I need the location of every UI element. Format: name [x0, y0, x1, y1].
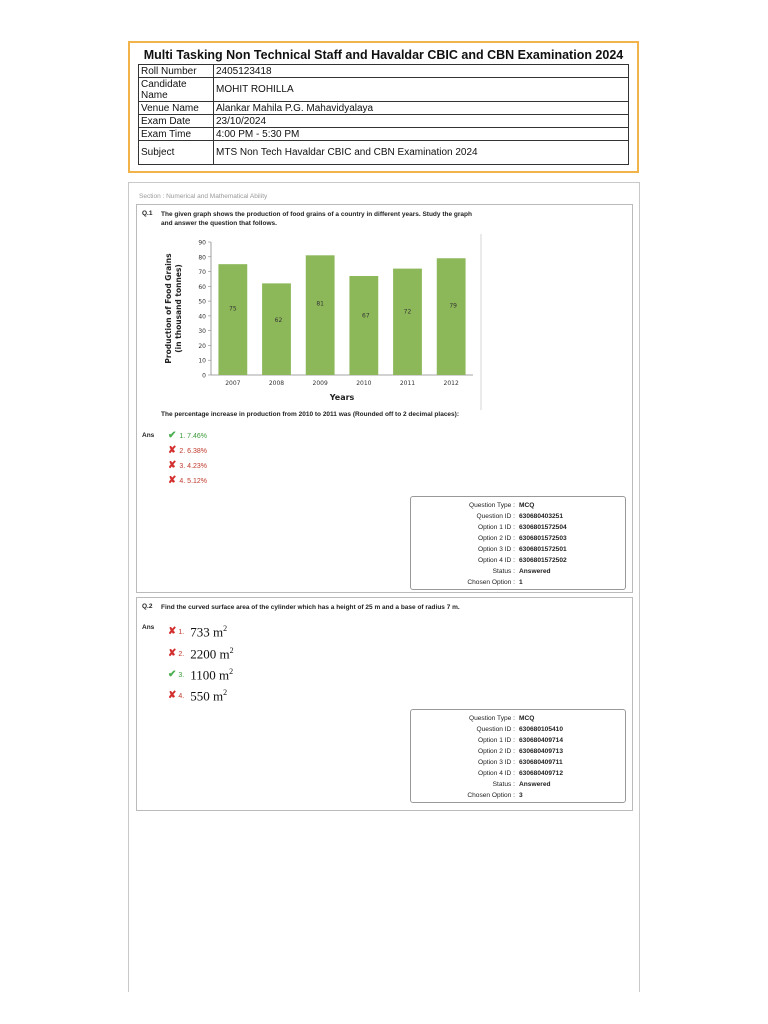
meta-row: [411, 502, 625, 513]
meta-key: Option 2 ID :: [477, 748, 515, 755]
tick-icon: ✔: [168, 669, 177, 681]
y-axis-title: (in thousand tonnes): [174, 264, 183, 353]
bar: [437, 258, 466, 375]
candidate-name-label: Candidate Name: [139, 78, 214, 102]
venue-name-label: Venue Name: [139, 102, 214, 115]
meta-value: 630680409711: [519, 759, 563, 766]
option-value-text: 733 m: [190, 624, 224, 640]
meta-row: [411, 524, 625, 535]
option-exponent: 2: [229, 646, 234, 655]
option-value: [190, 688, 227, 704]
meta-value: 630680409713: [519, 748, 564, 755]
y-tick-label: 10: [198, 357, 206, 365]
meta-value: 6306801572504: [519, 524, 567, 531]
meta-row: [411, 737, 625, 748]
meta-key: Chosen Option :: [467, 579, 515, 586]
cross-icon: ✘: [168, 648, 177, 660]
exam-date-label: Exam Date: [139, 115, 214, 128]
option-value-text: 2200 m: [190, 646, 230, 662]
meta-value: 630680409712: [519, 770, 564, 777]
option-number: 3.: [178, 671, 185, 679]
meta-key: Option 3 ID :: [477, 546, 515, 553]
x-tick-label: 2011: [399, 380, 416, 387]
meta-value: Answered: [519, 568, 551, 575]
bar: [306, 255, 335, 375]
exam-date-value: 23/10/2024: [214, 115, 629, 128]
q2-option-1: [168, 624, 227, 640]
meta-value: 630680409714: [519, 737, 564, 744]
roll-number-value: 2405123418: [214, 65, 629, 78]
meta-key: Question ID :: [476, 513, 515, 520]
table-row: [139, 65, 629, 78]
subject-value: MTS Non Tech Havaldar CBIC and CBN Examination 2024: [214, 141, 629, 165]
option-value: [190, 646, 233, 662]
q2-option-2: [168, 646, 234, 662]
meta-value: 6306801572503: [519, 535, 567, 542]
cross-icon: ✘: [168, 475, 177, 486]
q2-option-4: [168, 688, 227, 704]
cross-icon: ✘: [168, 626, 177, 638]
meta-key: Option 2 ID :: [477, 535, 515, 542]
meta-row: [411, 781, 625, 792]
meta-value: 630680403251: [519, 513, 564, 520]
y-tick-label: 90: [198, 239, 206, 247]
y-tick-label: 80: [198, 254, 206, 262]
q1-option-4: [168, 476, 207, 486]
option-exponent: 2: [229, 667, 234, 676]
table-row: [139, 78, 629, 102]
meta-key: Option 3 ID :: [477, 759, 515, 766]
data-label: 62: [274, 316, 283, 324]
meta-value: 3: [519, 792, 523, 799]
meta-row: [411, 535, 625, 546]
question-1-number: Q.1: [142, 210, 153, 217]
option-text: 4. 5.12%: [179, 477, 208, 485]
y-tick-label: 50: [198, 298, 206, 306]
venue-name-value: Alankar Mahila P.G. Mahavidyalaya: [214, 102, 629, 115]
bar: [218, 264, 247, 375]
meta-key: Chosen Option :: [467, 792, 515, 799]
meta-key: Status :: [492, 568, 515, 575]
section-label: Section : Numerical and Mathematical Ability: [139, 193, 268, 200]
answer-label: Ans: [142, 432, 155, 439]
x-tick-label: 2008: [268, 380, 285, 387]
meta-key: Question Type :: [468, 502, 515, 509]
cross-icon: ✘: [168, 445, 177, 456]
meta-row: [411, 579, 625, 590]
y-tick-label: 40: [198, 313, 206, 321]
y-axis-title: Production of Food Grains: [164, 253, 173, 364]
option-value: [190, 667, 233, 683]
meta-row: [411, 770, 625, 781]
table-row: [139, 115, 629, 128]
table-row: [139, 102, 629, 115]
table-row: [139, 141, 629, 165]
x-tick-label: 2009: [312, 380, 328, 387]
option-text: 3. 4.23%: [179, 462, 208, 470]
bar: [393, 269, 422, 375]
meta-row: [411, 513, 625, 524]
meta-key: Question Type :: [468, 715, 515, 722]
y-tick-label: 20: [198, 342, 206, 350]
subject-label: Subject: [139, 141, 214, 165]
meta-row: [411, 759, 625, 770]
cross-icon: ✘: [168, 690, 177, 702]
question-2-number: Q.2: [142, 603, 153, 610]
bar: [262, 283, 291, 375]
y-tick-label: 30: [198, 328, 206, 336]
meta-row: [411, 568, 625, 579]
meta-value: 1: [519, 579, 523, 586]
meta-row: [411, 792, 625, 803]
answer-label: Ans: [142, 624, 155, 631]
x-tick-label: 2007: [225, 380, 241, 387]
meta-key: Option 4 ID :: [477, 770, 515, 777]
q1-option-3: [168, 461, 207, 471]
tick-icon: ✔: [168, 430, 177, 441]
meta-key: Question ID :: [476, 726, 515, 733]
question-2-text: Find the curved surface area of the cylinder which has a height of 25 m and a base of radius 7 m.: [161, 604, 460, 611]
q1-option-2: [168, 446, 207, 456]
data-label: 67: [362, 312, 370, 320]
meta-key: Option 1 ID :: [477, 524, 515, 531]
option-exponent: 2: [223, 624, 228, 633]
y-tick-label: 60: [198, 283, 206, 291]
data-label: 81: [316, 300, 324, 308]
option-value: [190, 624, 227, 640]
question-2-meta: [410, 709, 626, 803]
meta-key: Option 4 ID :: [477, 557, 515, 564]
exam-title: Multi Tasking Non Technical Staff and Havaldar CBIC and CBN Examination 2024: [143, 48, 624, 62]
meta-value: 630680105410: [519, 726, 564, 733]
option-number: 4.: [178, 692, 185, 700]
table-row: [139, 128, 629, 141]
meta-value: Answered: [519, 781, 551, 788]
x-tick-label: 2012: [443, 380, 459, 387]
option-exponent: 2: [223, 688, 228, 697]
question-1-text: The given graph shows the production of food grains of a country in different years. Study the graph and answer the question that follows.: [161, 211, 472, 227]
question-1-meta: [410, 496, 626, 590]
bar: [349, 276, 378, 375]
meta-key: Status :: [492, 781, 515, 788]
option-value-text: 1100 m: [190, 667, 230, 683]
candidate-header: [128, 41, 639, 173]
question-1-prompt: The percentage increase in production from 2010 to 2011 was (Rounded off to 2 decimal places):: [161, 411, 459, 418]
cross-icon: ✘: [168, 460, 177, 471]
option-number: 1.: [178, 628, 185, 636]
meta-row: [411, 546, 625, 557]
meta-row: [411, 715, 625, 726]
data-label: 79: [449, 302, 457, 310]
candidate-table: [138, 64, 629, 165]
data-label: 72: [403, 308, 412, 316]
option-value-text: 550 m: [190, 688, 224, 704]
meta-value: 6306801572502: [519, 557, 567, 564]
meta-row: [411, 557, 625, 568]
roll-number-label: Roll Number: [139, 65, 214, 78]
meta-key: Option 1 ID :: [477, 737, 515, 744]
meta-row: [411, 726, 625, 737]
candidate-name-value: MOHIT ROHILLA: [214, 78, 629, 102]
meta-value: 6306801572501: [519, 546, 567, 553]
q2-option-3: [168, 667, 233, 683]
option-number: 2.: [178, 650, 185, 658]
food-grains-chart: [161, 234, 484, 412]
x-axis-title: Years: [329, 393, 355, 402]
y-tick-label: 70: [198, 269, 206, 277]
x-tick-label: 2010: [356, 380, 372, 387]
exam-time-label: Exam Time: [139, 128, 214, 141]
exam-time-value: 4:00 PM - 5:30 PM: [214, 128, 629, 141]
meta-value: MCQ: [519, 502, 535, 509]
bar-chart-svg: [161, 234, 484, 412]
y-tick-label: 0: [202, 372, 206, 380]
meta-row: [411, 748, 625, 759]
option-text: 2. 6.38%: [179, 447, 208, 455]
data-label: 75: [229, 305, 237, 313]
option-text: 1. 7.46%: [179, 432, 208, 440]
q1-option-1: [168, 431, 207, 441]
meta-value: MCQ: [519, 715, 535, 722]
